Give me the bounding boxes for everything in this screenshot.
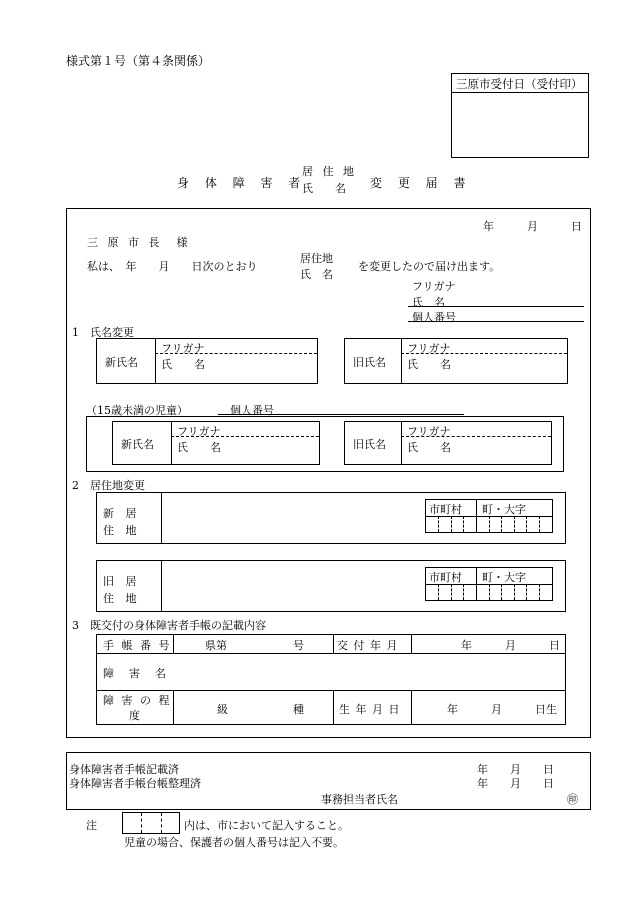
child-personal-no-line xyxy=(218,414,464,415)
office-line1: 身体障害者手帳記載済 xyxy=(69,763,179,776)
statement-choice-top: 居住地 xyxy=(300,252,333,265)
new-address-box xyxy=(96,492,566,544)
note-sample-box xyxy=(122,812,180,834)
old-name-furigana: フリガナ xyxy=(407,342,451,355)
old-address-label: 旧 居 住 地 xyxy=(103,575,141,605)
birth-date-label: 生 年 月 日 xyxy=(339,703,401,716)
office-staff-label: 事務担当者氏名 xyxy=(321,793,398,806)
statement-start: 私は、 年 月 日次のとおり xyxy=(87,260,258,273)
old-address-code-box: 市町村 町・大字 xyxy=(425,567,553,601)
new-name-box xyxy=(96,338,318,384)
child-old-name-box xyxy=(344,421,552,465)
office-use-box xyxy=(66,752,591,810)
new-name-name: 氏 名 xyxy=(161,358,205,371)
applicant-name-line xyxy=(408,306,584,307)
pref-label: 県第 xyxy=(205,639,227,652)
office-date1: 年 月 日 xyxy=(477,763,554,776)
issue-date-value: 年 月 日 xyxy=(461,639,560,652)
birth-date-value: 年 月 日生 xyxy=(447,703,557,716)
new-address-label: 新 居 住 地 xyxy=(103,507,141,537)
statement-choice-bottom: 氏 名 xyxy=(300,268,333,281)
statement-end: を変更したので届け出ます。 xyxy=(358,260,501,273)
disability-name-label: 障 害 名 xyxy=(103,667,168,680)
kyu-label: 級 xyxy=(217,703,228,716)
new-name-furigana: フリガナ xyxy=(161,342,205,355)
child-new-name-box xyxy=(112,421,320,465)
child-old-furigana: フリガナ xyxy=(407,425,451,438)
applicant-name-label: 氏 名 xyxy=(412,296,445,309)
applicant-personal-no-line xyxy=(408,321,584,322)
child-old-name: 氏 名 xyxy=(407,441,451,454)
reception-stamp-label: 三原市受付日（受付印） xyxy=(456,77,583,91)
section3-heading: 3 既交付の身体障害者手帳の記載内容 xyxy=(72,619,266,632)
note-label: 注 xyxy=(86,819,97,832)
old-address-box xyxy=(96,560,566,612)
reception-stamp-box xyxy=(451,73,589,158)
child-personal-no-label: 個人番号 xyxy=(230,404,274,417)
old-name-label: 旧氏名 xyxy=(353,356,386,369)
child-note: （15歳未満の児童） xyxy=(86,404,188,417)
old-name-name: 氏 名 xyxy=(407,358,451,371)
book-no-label: 手 帳 番 号 xyxy=(103,639,172,652)
degree-label: 障 害 の 程 xyxy=(103,694,172,707)
form-number: 様式第１号（第４条関係） xyxy=(66,54,211,68)
issue-date-label: 交 付 年 月 xyxy=(337,639,399,652)
go-label: 号 xyxy=(293,639,304,652)
old-name-box xyxy=(344,338,568,384)
child-old-name-label: 旧氏名 xyxy=(353,438,386,451)
applicant-furigana-label: フリガナ xyxy=(412,280,456,293)
handbook-table xyxy=(96,634,566,725)
addressee: 三 原 市 長 様 xyxy=(87,236,191,249)
new-address-code-box: 市町村 町・大字 xyxy=(425,499,553,533)
office-line2: 身体障害者手帳台帳整理済 xyxy=(69,777,201,790)
submission-date: 年 月 日 xyxy=(483,220,582,233)
child-new-furigana: フリガナ xyxy=(177,425,221,438)
shu-label: 種 xyxy=(293,703,304,716)
note2: 児童の場合、保護者の個人番号は記入不要。 xyxy=(124,836,344,849)
new-name-label: 新氏名 xyxy=(105,356,138,369)
note1: 内は、市において記入すること。 xyxy=(184,819,349,832)
child-new-name: 氏 名 xyxy=(177,441,221,454)
section1-heading: 1 氏名変更 xyxy=(72,326,134,339)
section2-heading: 2 居住地変更 xyxy=(72,479,145,492)
applicant-personal-no-label: 個人番号 xyxy=(412,311,456,324)
office-date2: 年 月 日 xyxy=(477,777,554,790)
degree-label-2: 度 xyxy=(129,709,140,722)
child-new-name-label: 新氏名 xyxy=(121,438,154,451)
seal-mark: ㊞ xyxy=(567,793,578,806)
